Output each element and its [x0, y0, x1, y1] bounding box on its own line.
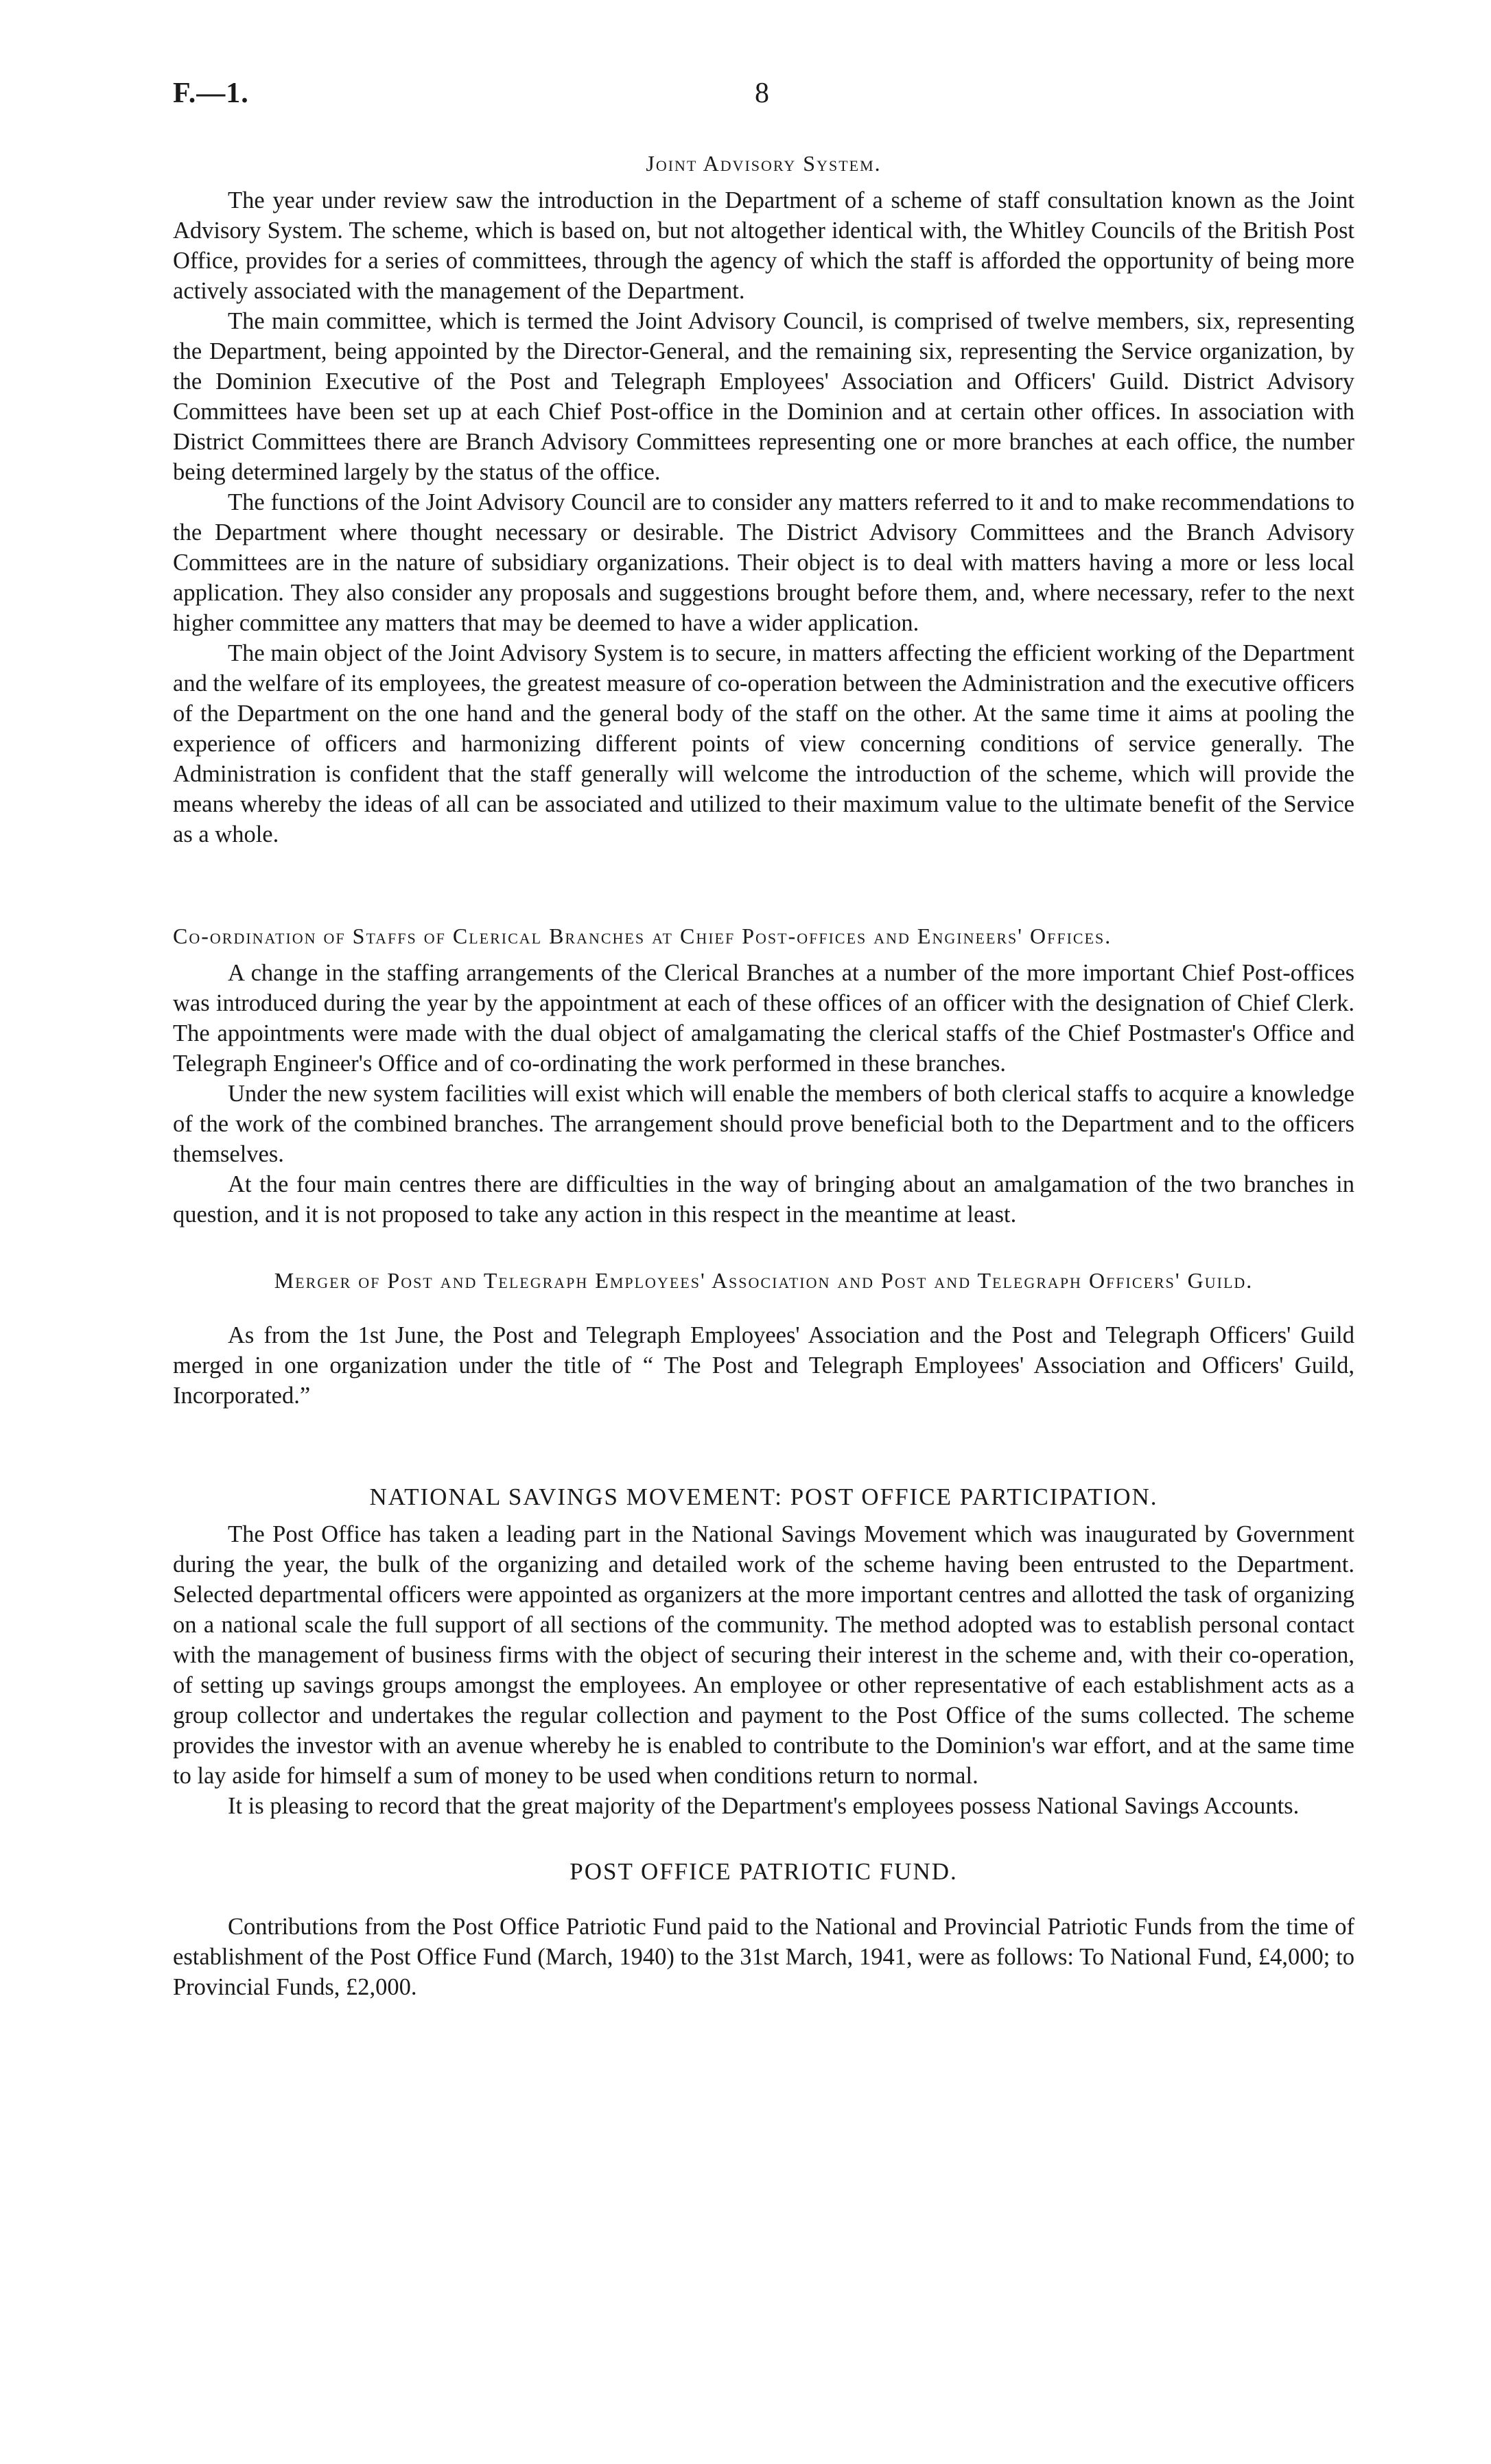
- page-number: 8: [755, 78, 769, 109]
- paragraph: As from the 1st June, the Post and Telegraph Employees' Association and the Post and Telegraph Officers' Guild merged in one organization under the title of “ The Post and Telegraph Employees' Association and Officers' Guild, Incorporated.”: [173, 1322, 1354, 1409]
- section-spacer: [173, 849, 1354, 921]
- paragraph: The functions of the Joint Advisory Council are to consider any matters referred to it and to make recommendations to the Department where thought necessary or desirable. The District Advisory Committees and the Branch Advisory Committees are in the nature of subsidiary organizations. Their object is to deal with matters having a more or less local application. They also consider any proposals and suggestions brought before them, and, where necessary, refer to the next higher committee any matters that may be deemed to have a wider application.: [173, 489, 1354, 636]
- section-spacer: [173, 1411, 1354, 1482]
- section-title-national-savings: NATIONAL SAVINGS MOVEMENT: POST OFFICE PARTICIPATION.: [369, 1483, 1158, 1510]
- paragraph: Under the new system facilities will exist which will enable the members of both clerical staffs to acquire a knowledge of the work of the combined branches. The arrangement should prove beneficial both to the Department and to the officers themselves.: [173, 1081, 1354, 1167]
- paragraph: The year under review saw the introduction in the Department of a scheme of staff consultation known as the Joint Advisory System. The scheme, which is based on, but not altogether identical with, the Whitley Councils of the British Post Office, provides for a series of committees, through the agency of which the staff is afforded the opportunity of being more actively associated with the management of the Department.: [173, 187, 1354, 304]
- section-title-co-ordination-of-staffs: Co-ordination of Staffs of Clerical Branches at Chief Post-offices and Engineers' Offices.: [173, 924, 1112, 948]
- paragraph: At the four main centres there are difficulties in the way of bringing about an amalgamation of the two branches in question, and it is not proposed to take any action in this respect in the meantime at least.: [173, 1171, 1354, 1228]
- section-spacer: [173, 1894, 1354, 1912]
- paragraph: The Post Office has taken a leading part in the National Savings Movement which was inaugurated by Government during the year, the bulk of the organizing and detailed work of the scheme having been entrusted to the Department. Selected departmental officers were appointed as organizers at the more important centres and allotted the task of organizing on a national scale the full support of all sections of the community. The method adopted was to establish personal contact with the management of business firms with the object of securing their interest in the scheme and, with their co-operation, of setting up savings groups amongst the employees. An employee or other representative of each establishment acts as a group collector and undertakes the regular collection and payment to the Post Office of the sums collected. The scheme provides the investor with an avenue whereby he is enabled to contribute to the Dominion's war effort, and at the same time to lay aside for himself a sum of money to be used when conditions return to normal.: [173, 1521, 1354, 1789]
- paragraph: A change in the staffing arrangements of the Clerical Branches at a number of the more important Chief Post-offices was introduced during the year by the appointment at each of these offices of an officer with the designation of Chief Clerk. The appointments were made with the dual object of amalgamating the clerical staffs of the Chief Postmaster's Office and Telegraph Engineer's Office and of co-ordinating the work performed in these branches.: [173, 960, 1354, 1077]
- section-spacer: [173, 1302, 1354, 1320]
- document-reference: F.—1.: [173, 78, 249, 109]
- section-spacer: [173, 1821, 1354, 1857]
- section-title-joint-advisory-system: Joint Advisory System.: [646, 151, 882, 176]
- paragraph: Contributions from the Post Office Patriotic Fund paid to the National and Provincial Patriotic Funds from the time of establishment of the Post Office Fund (March, 1940) to the 31st March, 1941, were as follows: To National Fund, £4,000; to Provincial Funds, £2,000.: [173, 1914, 1354, 2000]
- paragraph: It is pleasing to record that the great majority of the Department's employees possess National Savings Accounts.: [228, 1793, 1300, 1819]
- page-body: [173, 148, 1354, 2002]
- section-title-patriotic-fund: POST OFFICE PATRIOTIC FUND.: [570, 1858, 958, 1885]
- paragraph: The main object of the Joint Advisory System is to secure, in matters affecting the efficient working of the Department and the welfare of its employees, the greatest measure of co-operation between the Administration and the executive officers of the Department on the one hand and the general body of the staff on the other. At the same time it aims at pooling the experience of officers and harmonizing different points of view concerning conditions of service generally. The Administration is confident that the staff generally will welcome the introduction of the scheme, which will provide the means whereby the ideas of all can be associated and utilized to their maximum value to the ultimate benefit of the Service as a whole.: [173, 640, 1354, 847]
- section-spacer: [173, 1230, 1354, 1265]
- paragraph: The main committee, which is termed the Joint Advisory Council, is comprised of twelve members, six, representing the Department, being appointed by the Director-General, and the remaining six, representing the Service organization, by the Dominion Executive of the Post and Telegraph Employees' Association and Officers' Guild. District Advisory Committees have been set up at each Chief Post-office in the Dominion and at certain other offices. In association with District Committees there are Branch Advisory Committees representing one or more branches at each office, the number being determined largely by the status of the office.: [173, 308, 1354, 485]
- section-title-merger: Merger of Post and Telegraph Employees' Association and Post and Telegraph Officers' Guild.: [274, 1268, 1254, 1293]
